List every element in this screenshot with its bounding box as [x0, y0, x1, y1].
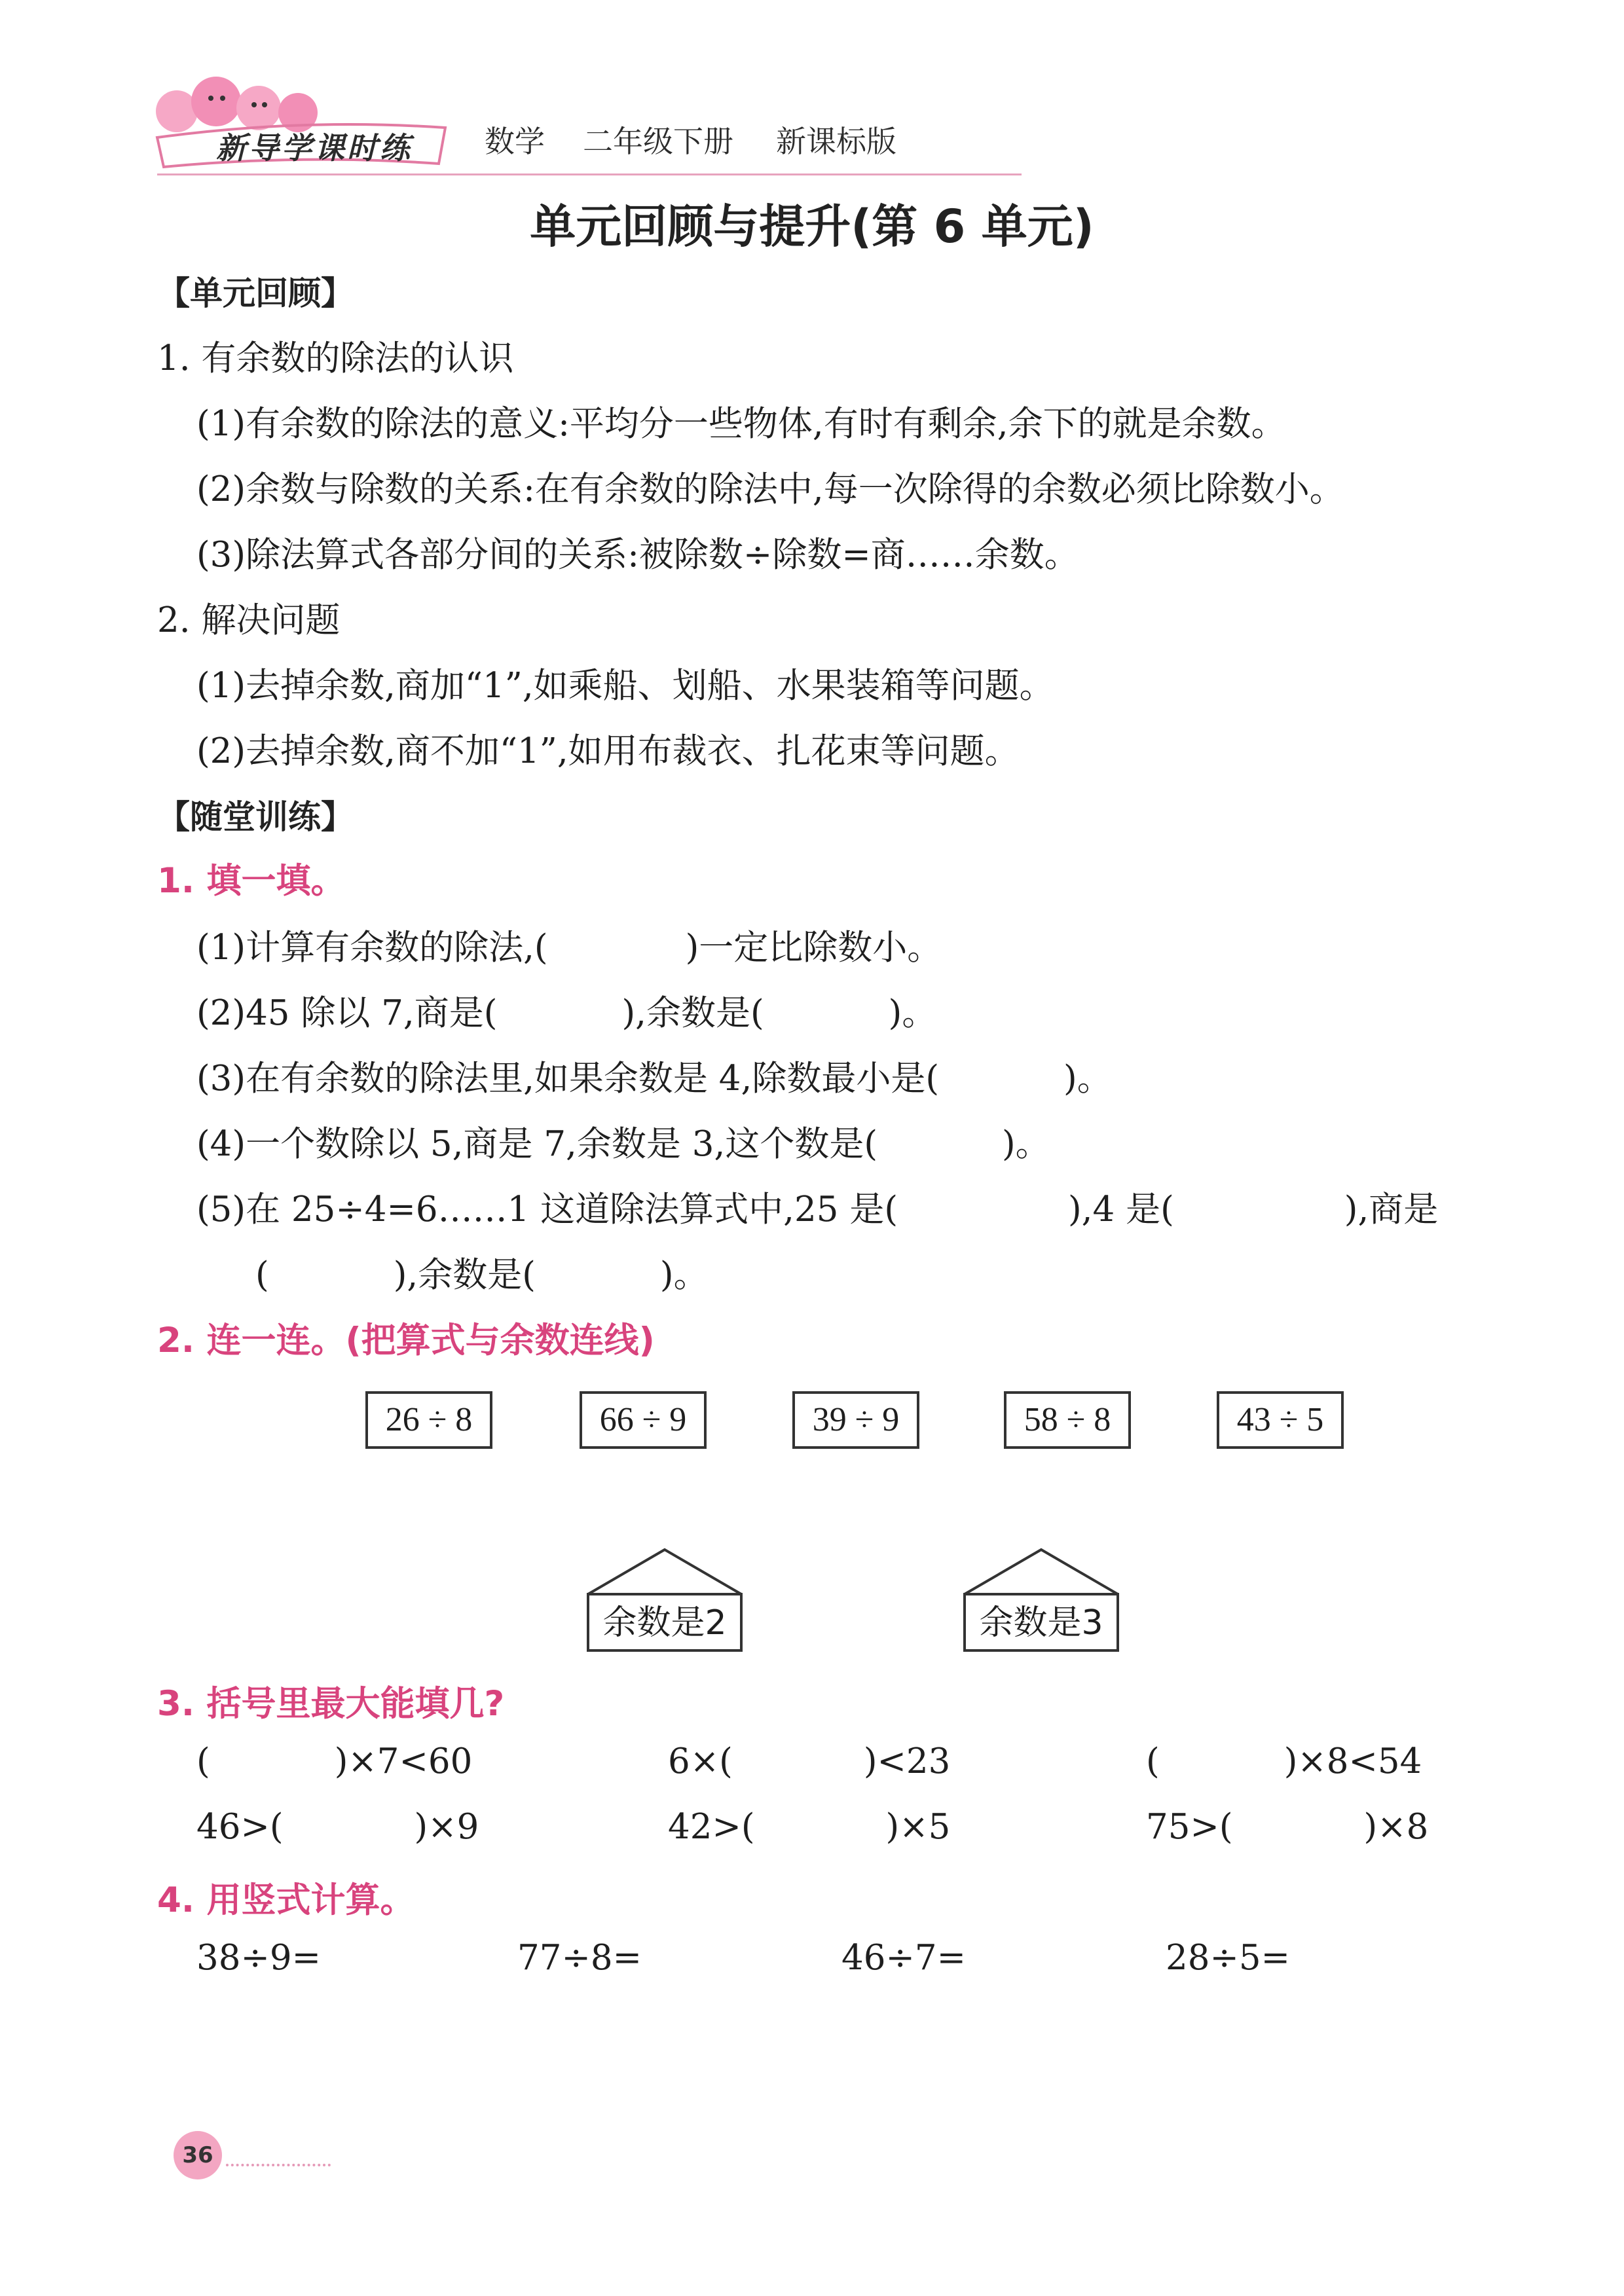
q4-item-2: 77÷8= — [517, 1938, 642, 1978]
q1-p2: (2)45 除以 7,商是( ),余数是( )。 — [196, 993, 937, 1033]
header-divider — [157, 173, 1022, 175]
q4-title: 4. 用竖式计算。 — [157, 1880, 415, 1920]
q4-item-4: 28÷5= — [1166, 1938, 1290, 1978]
header-edition: 新课标版 — [776, 124, 896, 159]
target-label-2: 余数是3 — [979, 1603, 1103, 1643]
q1-p5: (5)在 25÷4=6……1 这道除法算式中,25 是( ),4 是( ),商是 — [196, 1190, 1439, 1230]
target-house-2[interactable] — [959, 1542, 1123, 1653]
review-item1-line2: (2)余数与除数的关系:在有余数的除法中,每一次除得的余数必须比除数小。 — [196, 469, 1344, 509]
expr-box-5[interactable]: 43 ÷ 5 — [1217, 1391, 1344, 1449]
expr-box-3[interactable]: 39 ÷ 9 — [792, 1391, 919, 1449]
review-item1-title: 1. 有余数的除法的认识 — [157, 338, 514, 378]
review-item2-line2: (2)去掉余数,商不加“1”,如用布裁衣、扎花束等问题。 — [196, 731, 1020, 771]
q3-r2-c1: 46>( )×9 — [196, 1807, 479, 1847]
q3-r1-c1: ( )×7<60 — [196, 1741, 473, 1781]
brand-name: 新导学课时练 — [216, 130, 413, 166]
q3-title: 3. 括号里最大能填几? — [157, 1684, 505, 1724]
review-heading: 【单元回顾】 — [157, 274, 354, 312]
q4-item-1: 38÷9= — [196, 1938, 321, 1978]
review-item2-title: 2. 解决问题 — [157, 600, 341, 640]
q1-title: 1. 填一填。 — [157, 861, 346, 901]
q4-item-3: 46÷7= — [841, 1938, 966, 1978]
page-title: 单元回顾与提升(第 6 单元) — [530, 200, 1094, 253]
q3-r2-c3: 75>( )×8 — [1146, 1807, 1429, 1847]
target-label-1: 余数是2 — [602, 1603, 727, 1643]
page-number: 36 — [174, 2131, 222, 2179]
target-house-1[interactable] — [583, 1542, 747, 1653]
expr-box-2[interactable]: 66 ÷ 9 — [580, 1391, 707, 1449]
q3-r1-c3: ( )×8<54 — [1146, 1741, 1422, 1781]
q1-p3: (3)在有余数的除法里,如果余数是 4,除数最小是( )。 — [196, 1059, 1112, 1099]
q2-title: 2. 连一连。(把算式与余数连线) — [157, 1321, 655, 1360]
practice-heading: 【随堂训练】 — [157, 798, 354, 836]
q3-r2-c2: 42>( )×5 — [668, 1807, 951, 1847]
review-item1-line3: (3)除法算式各部分间的关系:被除数÷除数=商……余数。 — [196, 535, 1079, 575]
q1-p4: (4)一个数除以 5,商是 7,余数是 3,这个数是( )。 — [196, 1124, 1050, 1164]
expr-box-1[interactable]: 26 ÷ 8 — [365, 1391, 492, 1449]
q1-p5-cont: ( ),余数是( )。 — [255, 1255, 709, 1295]
header-subject: 数学 — [485, 124, 545, 159]
review-item1-line1: (1)有余数的除法的意义:平均分一些物体,有时有剩余,余下的就是余数。 — [196, 404, 1286, 444]
q1-p1: (1)计算有余数的除法,( )一定比除数小。 — [196, 928, 942, 968]
expr-box-4[interactable]: 58 ÷ 8 — [1004, 1391, 1131, 1449]
review-item2-line1: (1)去掉余数,商加“1”,如乘船、划船、水果装箱等问题。 — [196, 666, 1054, 706]
header-grade: 二年级下册 — [583, 124, 733, 159]
page-number-dots — [226, 2164, 331, 2166]
q3-r1-c2: 6×( )<23 — [668, 1741, 951, 1781]
